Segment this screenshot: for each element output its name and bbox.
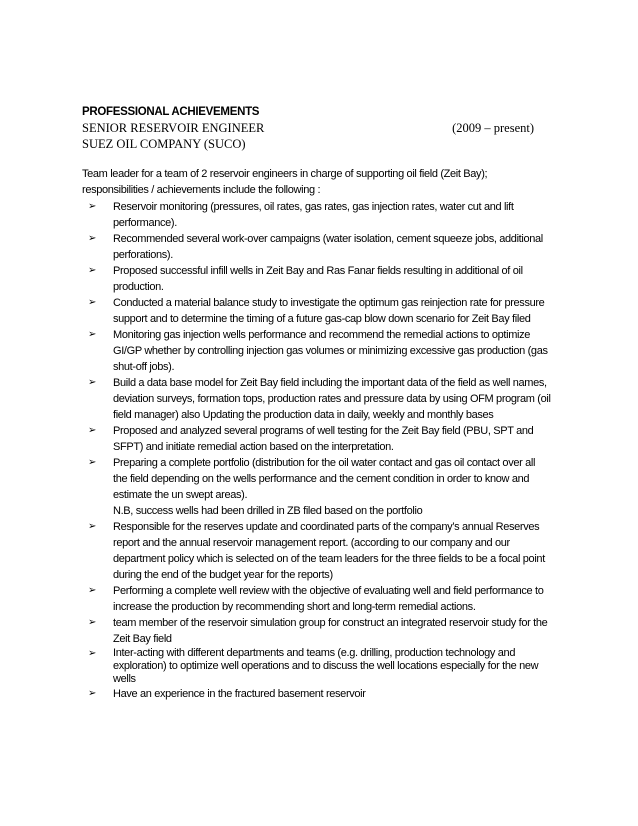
arrowhead-bullet-icon: ➢ xyxy=(88,329,97,340)
arrowhead-bullet-icon: ➢ xyxy=(88,617,97,628)
list-item: ➢ Recommended several work-over campaigns (water isolation, cement squeeze jobs, additional perforations). xyxy=(88,233,543,261)
role-line xyxy=(82,120,552,136)
list-item: ➢ Proposed and analyzed several programs of well testing for the Zeit Bay field (PBU, SPT and SFPT) and initiate remedial action based on the interpretation. xyxy=(88,425,534,453)
arrowhead-bullet-icon: ➢ xyxy=(88,521,97,532)
list-item: ➢ Performing a complete well review with the objective of evaluating well and field performance to increase the production by recommending short and long-term remedial actions. xyxy=(88,585,544,613)
list-item: ➢ team member of the reservoir simulation group for construct an integrated reservoir study for the Zeit Bay field xyxy=(88,617,548,645)
resume-page xyxy=(82,104,552,702)
list-item: ➢ Reservoir monitoring (pressures, oil rates, gas rates, gas injection rates, water cut and lift performance). xyxy=(88,201,514,229)
company-name: SUEZ OIL COMPANY (SUCO) xyxy=(82,137,246,151)
arrowhead-bullet-icon: ➢ xyxy=(88,297,97,308)
list-item: ➢ Conducted a material balance study to investigate the optimum gas reinjection rate for pressure support and to determine the timing of a future gas-cap blow down scenario for Zeit Bay filed xyxy=(88,297,545,325)
job-dates: (2009 – present) xyxy=(452,121,534,135)
intro-paragraph: Team leader for a team of 2 reservoir engineers in charge of supporting oil field (Zeit Bay); responsibilities / achievements include the following : xyxy=(82,168,488,196)
list-item: ➢ Proposed successful infill wells in Zeit Bay and Ras Fanar fields resulting in additional of oil production. xyxy=(88,265,523,293)
list-item: ➢ Build a data base model for Zeit Bay field including the important data of the field as well names, deviation surveys, formation tops, production rates and pressure data by using OFM program (oil field manager) also Updating the production data in daily, weekly and monthly bases xyxy=(88,377,551,421)
portfolio-note: N.B, success wells had been drilled in ZB filed based on the portfolio xyxy=(113,505,423,517)
list-item: ➢ Monitoring gas injection wells performance and recommend the remedial actions to optimize GI/GP whether by controlling injection gas volumes or minimizing excessive gas production (gas shut-off jobs). xyxy=(88,329,548,373)
arrowhead-bullet-icon: ➢ xyxy=(88,377,97,388)
list-item: ➢ Inter-acting with different departments and teams (e.g. drilling, production technology and exploration) to optimize well operations and to discuss the well locations especially for the new wells xyxy=(88,647,539,685)
arrowhead-bullet-icon: ➢ xyxy=(88,233,97,244)
achievements-list xyxy=(82,199,552,503)
arrowhead-bullet-icon: ➢ xyxy=(88,201,97,212)
job-title: SENIOR RESERVOIR ENGINEER xyxy=(82,121,265,135)
arrowhead-bullet-icon: ➢ xyxy=(88,688,97,699)
arrowhead-bullet-icon: ➢ xyxy=(88,425,97,436)
list-item: ➢ Preparing a complete portfolio (distribution for the oil water contact and gas oil contact over all the field depending on the wells performance and the cement condition in order to know and estimate the un swept areas). xyxy=(88,457,536,501)
arrowhead-bullet-icon: ➢ xyxy=(88,265,97,276)
achievements-list-continued xyxy=(82,519,552,702)
section-heading: PROFESSIONAL ACHIEVEMENTS xyxy=(82,106,260,118)
arrowhead-bullet-icon: ➢ xyxy=(88,457,97,468)
list-item: ➢ Have an experience in the fractured basement reservoir xyxy=(88,688,366,700)
arrowhead-bullet-icon: ➢ xyxy=(88,585,97,596)
arrowhead-bullet-icon: ➢ xyxy=(88,648,97,659)
list-item: ➢ Responsible for the reserves update and coordinated parts of the company’s annual Reserves report and the annual reservoir management report. (according to our company and our department policy which is selected on of the team leaders for the three fields to be a focal point during the end of the budget year for the reports) xyxy=(88,521,545,581)
